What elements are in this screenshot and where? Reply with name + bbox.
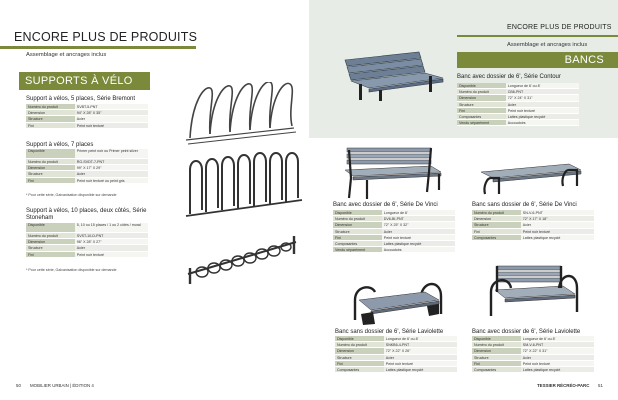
- right-title-rule: [457, 35, 618, 37]
- spec-key: Disponible: [28, 223, 45, 227]
- spec-key: Structure: [28, 172, 43, 177]
- spec-value: Acier: [382, 229, 455, 234]
- spec-value: Longueur de 6': [382, 210, 455, 215]
- spec-value: 72" X 22" X 31": [521, 348, 594, 353]
- left-page-title: ENCORE PLUS DE PRODUITS: [14, 30, 198, 44]
- spec-row: [335, 367, 457, 373]
- spec-value: Longueur de 6' ou 8': [384, 336, 457, 341]
- spec-key: Structure: [459, 102, 474, 107]
- spec-value: Longueur de 6' ou 8': [506, 83, 579, 88]
- spec-key: Dimension: [337, 349, 354, 354]
- spec-value: Lattes plastique recyclé: [384, 367, 457, 372]
- spec-value: SM-V-6-PNT: [521, 342, 594, 347]
- spec-value: Accoudoirs: [506, 120, 579, 125]
- spec-key: Vendu séparément: [459, 121, 490, 126]
- bench-laviolette-backless-image: [349, 270, 445, 326]
- spec-key: Structure: [474, 223, 489, 228]
- bike-rack-stoneham-image: [180, 228, 304, 288]
- spec-table: [333, 210, 455, 253]
- spec-key: Fini: [474, 361, 480, 366]
- spec-key: Composantes: [474, 367, 497, 372]
- right-page: [309, 0, 618, 400]
- spec-key: Structure: [337, 355, 352, 360]
- spec-table: [26, 104, 148, 129]
- spec-value: 94" X 28" X 35": [75, 110, 148, 115]
- spec-value: 99" X 17" X 29": [75, 165, 148, 170]
- spec-table: [472, 210, 594, 241]
- product-title: Support à vélos, 7 places: [26, 142, 94, 148]
- spec-key: Fini: [28, 123, 34, 128]
- spec-key: Dimension: [459, 96, 476, 101]
- spec-value: 72" X 24" X 31": [506, 95, 579, 100]
- spec-table: [472, 336, 594, 373]
- product-title: Banc sans dossier de 6', Série Laviolette: [335, 329, 444, 335]
- spec-key: Composantes: [474, 235, 497, 240]
- spec-value: 5, 10 ou 15 places / 1 ou 2 côtés / mural: [75, 223, 148, 232]
- left-title-rule: [0, 46, 196, 49]
- spec-value: Lattes plastique recyclé: [521, 235, 594, 240]
- spec-key: Fini: [335, 235, 341, 240]
- spec-value: Acier: [384, 355, 457, 360]
- page-number-left: 50: [16, 383, 21, 388]
- spec-value: Acier: [75, 245, 148, 250]
- spec-key: Dimension: [28, 240, 45, 245]
- spec-key: Composantes: [335, 241, 358, 246]
- spec-row: [472, 235, 594, 241]
- spec-value: Longueur de 6' ou 8': [521, 336, 594, 341]
- spec-table: [26, 149, 148, 184]
- spec-value: Primer peint noir ou Primer peint silver: [75, 149, 148, 158]
- bike-rack-7-places-image: [184, 150, 304, 220]
- footer-left: MOBILIER URBAIN | ÉDITION 4: [30, 383, 94, 388]
- spec-value: Peint noir texturé: [75, 252, 148, 257]
- bike-rack-bremont-image: [180, 82, 300, 146]
- spec-value: Lattes plastique recyclé: [382, 241, 455, 246]
- bench-devinci-back-image: [339, 142, 447, 200]
- spec-key: Numéro du produit: [28, 105, 58, 109]
- spec-value: Peint noir texturé: [521, 361, 594, 366]
- product-title: Banc avec dossier de 6', Série De Vinci: [333, 202, 438, 208]
- spec-value: Lattes plastique recyclé: [521, 367, 594, 372]
- spec-key: Fini: [28, 252, 34, 257]
- spec-value: 72" X 17" X 18": [521, 216, 594, 221]
- spec-key: Dimension: [28, 166, 45, 171]
- spec-table: [26, 223, 148, 258]
- spec-key: Composantes: [459, 114, 482, 119]
- product-title: Banc avec dossier de 6', Série Contour: [457, 74, 561, 80]
- product-title: Support à vélos, 10 places, deux côtés, Série Stoneham: [26, 208, 147, 221]
- footer-right: TESSIER RÉCRÉO-PARC: [537, 383, 590, 388]
- spec-key: Structure: [474, 355, 489, 360]
- product-title: Banc sans dossier de 6', Série De Vinci: [472, 202, 577, 208]
- left-subtitle: Assemblage et ancrages inclus: [26, 52, 107, 58]
- spec-value: Peint noir texturé: [382, 235, 455, 240]
- bench-laviolette-back-image: [485, 258, 581, 324]
- spec-key: Disponible: [28, 149, 45, 153]
- spec-value: 72" X 25" X 32": [382, 222, 455, 227]
- footnote: * Pour cette série, Galvanisation disponible sur demande: [26, 193, 117, 197]
- spec-row: [26, 178, 148, 184]
- spec-key: Numéro du produit: [28, 160, 58, 164]
- spec-row: [26, 149, 148, 159]
- spec-key: Fini: [28, 178, 34, 183]
- spec-value: SVST-10-D-PNT: [75, 233, 148, 238]
- spec-row: [333, 247, 455, 253]
- spec-value: Lattes plastique recyclé: [506, 114, 579, 119]
- spec-value: Acier: [521, 222, 594, 227]
- spec-value: Acier: [521, 355, 594, 360]
- page-number-right: 51: [598, 383, 603, 388]
- spec-value: Accoudoirs: [382, 247, 455, 252]
- spec-key: Numéro du produit: [474, 211, 504, 215]
- spec-value: 72" X 22" X 26": [384, 348, 457, 353]
- spec-value: Peint noir texturé: [75, 123, 148, 128]
- bench-contour-image: [339, 50, 449, 102]
- spec-key: Fini: [459, 108, 465, 113]
- spec-value: Peint noir texturé: [506, 108, 579, 113]
- spec-key: Numéro du produit: [474, 343, 504, 348]
- spec-value: Peint noir texturé: [521, 229, 594, 234]
- spec-key: Dimension: [28, 111, 45, 116]
- spec-key: Disponible: [459, 84, 476, 88]
- spec-key: Disponible: [335, 211, 352, 215]
- spec-key: Disponible: [474, 337, 491, 341]
- spec-value: Peint noir texturé: [384, 361, 457, 366]
- section-bar-bancs: BANCS: [457, 52, 618, 68]
- spec-value: CB6-PNT: [506, 89, 579, 94]
- spec-key: Composantes: [337, 367, 360, 372]
- footnote: * Pour cette série, Galvanisation disponible sur demande: [26, 268, 117, 272]
- spec-value: SN-V-6-PNT: [521, 210, 594, 215]
- spec-value: 96" X 28" X 27": [75, 239, 148, 244]
- spec-key: Numéro du produit: [28, 234, 58, 238]
- spec-key: Numéro du produit: [459, 90, 489, 95]
- spec-key: Vendu séparément: [335, 248, 366, 253]
- bench-devinci-backless-image: [477, 158, 585, 198]
- spec-row: [26, 223, 148, 233]
- spec-value: Acier: [75, 116, 148, 121]
- spec-value: RG-SVDT-7-PNT: [75, 159, 148, 164]
- spec-value: Peint noir texturé ou peint gris: [75, 178, 148, 183]
- spec-value: SNKB6-4-PNT: [384, 342, 457, 347]
- right-page-title: ENCORE PLUS DE PRODUITS: [507, 24, 612, 31]
- spec-table: [335, 336, 457, 373]
- spec-key: Dimension: [474, 217, 491, 222]
- spec-row: [26, 123, 148, 129]
- spec-key: Dimension: [474, 349, 491, 354]
- section-bar-supports-velo: SUPPORTS À VÉLO: [19, 72, 150, 90]
- spec-key: Numéro du produit: [335, 217, 365, 222]
- spec-key: Structure: [28, 117, 43, 122]
- spec-row: [26, 252, 148, 258]
- spec-key: Fini: [474, 229, 480, 234]
- spec-key: Disponible: [337, 337, 354, 341]
- spec-value: Acier: [75, 171, 148, 176]
- spec-value: SVBT-5-PNT: [75, 104, 148, 109]
- spec-key: Fini: [337, 361, 343, 366]
- spec-value: DV6-BI-PNT: [382, 216, 455, 221]
- right-subtitle: Assemblage et ancrages inclus: [507, 42, 588, 48]
- spec-value: Acier: [506, 102, 579, 107]
- spec-row: [457, 120, 579, 126]
- spec-row: [472, 367, 594, 373]
- spec-key: Dimension: [335, 223, 352, 228]
- product-title: Support à vélos, 5 places, Série Bremont: [26, 96, 136, 102]
- spec-key: Numéro du produit: [337, 343, 367, 348]
- spec-key: Structure: [28, 246, 43, 251]
- spec-table: [457, 83, 579, 126]
- product-title: Banc avec dossier de 6', Série Laviolette: [472, 329, 581, 335]
- spec-key: Structure: [335, 229, 350, 234]
